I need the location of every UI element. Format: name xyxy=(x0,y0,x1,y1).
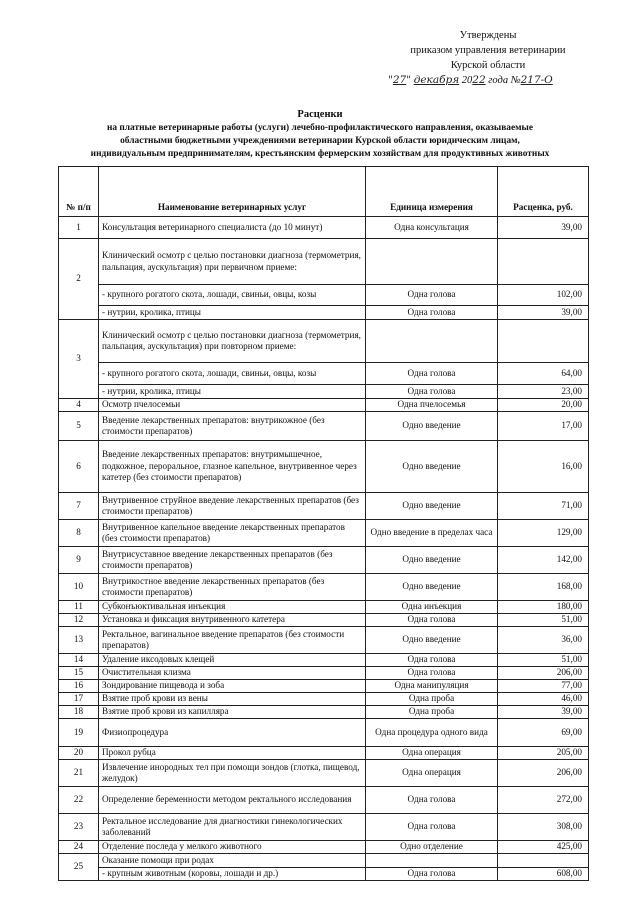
service-name: Отделение последа у мелкого животного xyxy=(99,841,366,854)
service-name: Удаление иксодовых клещей xyxy=(99,654,366,667)
unit-empty xyxy=(366,239,498,285)
unit: Одна голова xyxy=(366,868,498,881)
service-name: Осмотр пчелосемьи xyxy=(99,399,366,412)
row-number: 21 xyxy=(59,760,99,787)
unit: Одно введение xyxy=(366,574,498,601)
unit: Одна манипуляция xyxy=(366,680,498,693)
unit: Одно введение xyxy=(366,547,498,574)
table-row xyxy=(59,760,589,787)
row-number: 13 xyxy=(59,627,99,654)
table-row xyxy=(59,547,589,574)
subtitle-line-2: областными бюджетными учреждениями ветеринарии Курской области юридическим лицам, xyxy=(120,136,520,147)
table-row xyxy=(59,854,589,868)
service-name: Очистительная клизма xyxy=(99,667,366,680)
price-table xyxy=(58,166,589,881)
subtitle-line-3: индивидуальным предпринимателям, крестьянским фермерским хозяйствам для продуктивных животных xyxy=(90,149,550,160)
row-number: 9 xyxy=(59,547,99,574)
service-name: Взятие проб крови из капилляра xyxy=(99,706,366,719)
table-subrow xyxy=(59,363,589,385)
price: 23,00 xyxy=(498,385,589,399)
row-number: 25 xyxy=(59,854,99,881)
table-subrow xyxy=(59,285,589,306)
row-number: 10 xyxy=(59,574,99,601)
service-name: Внутрисуставное введение лекарственных препаратов (без стоимости препаратов) xyxy=(99,547,366,574)
service-subitem: - нутрии, кролика, птицы xyxy=(99,306,366,320)
table-row xyxy=(59,493,589,520)
service-name: Установка и фиксация внутривенного катетера xyxy=(99,614,366,627)
unit: Одна инъекция xyxy=(366,601,498,614)
price: 51,00 xyxy=(498,614,589,627)
subtitle-line-1: на платные ветеринарные работы (услуги) лечебно-профилактического направления, оказываемые xyxy=(106,123,534,133)
document-title: Расценки xyxy=(297,109,343,120)
table-row xyxy=(59,412,589,441)
price: 69,00 xyxy=(498,719,589,747)
service-subitem: - нутрии, кролика, птицы xyxy=(99,385,366,399)
price-empty xyxy=(498,239,589,285)
price: 46,00 xyxy=(498,693,589,706)
unit: Одна голова xyxy=(366,285,498,306)
price: 425,00 xyxy=(498,841,589,854)
service-name: Взятие проб крови из вены xyxy=(99,693,366,706)
service-name: Внутривенное струйное введение лекарственных препаратов (без стоимости препаратов) xyxy=(99,493,366,520)
unit: Одна голова xyxy=(366,363,498,385)
service-name: Ректальное исследование для диагностики гинекологических заболеваний xyxy=(99,814,366,841)
header-unit: Единица измерения xyxy=(366,167,498,217)
unit: Одно введение в пределах часа xyxy=(366,520,498,547)
service-name: Прокол рубца xyxy=(99,747,366,760)
price: 51,00 xyxy=(498,654,589,667)
row-number: 4 xyxy=(59,399,99,412)
table-row xyxy=(59,667,589,680)
unit: Одна операция xyxy=(366,760,498,787)
price-empty xyxy=(498,320,589,363)
service-name: Внутривенное капельное введение лекарственных препаратов (без стоимости препаратов) xyxy=(99,520,366,547)
table-row xyxy=(59,693,589,706)
row-number: 19 xyxy=(59,719,99,747)
table-row xyxy=(59,601,589,614)
table-row xyxy=(59,614,589,627)
table-header-row xyxy=(59,167,589,217)
header-number: № п/п xyxy=(59,167,99,217)
row-number: 7 xyxy=(59,493,99,520)
unit: Одна проба xyxy=(366,706,498,719)
price: 77,00 xyxy=(498,680,589,693)
unit: Одна голова xyxy=(366,614,498,627)
row-number: 12 xyxy=(59,614,99,627)
unit: Одна голова xyxy=(366,787,498,814)
row-number: 11 xyxy=(59,601,99,614)
table-row xyxy=(59,747,589,760)
service-name: Клинический осмотр с целью постановки диагноза (термометрия, пальпация, аускультация) при повторном приеме: xyxy=(99,320,366,363)
header-price: Расценка, руб. xyxy=(498,167,589,217)
price: 39,00 xyxy=(498,306,589,320)
unit-empty xyxy=(366,320,498,363)
unit: Одна голова xyxy=(366,667,498,680)
approval-line-1: Утверждены xyxy=(459,30,517,41)
unit: Одна голова xyxy=(366,385,498,399)
service-subitem: - крупным животным (коровы, лошади и др.) xyxy=(99,868,366,881)
unit: Одна голова xyxy=(366,306,498,320)
price: 20,00 xyxy=(498,399,589,412)
service-name: Зондирование пищевода и зоба xyxy=(99,680,366,693)
price: 608,00 xyxy=(498,868,589,881)
table-row xyxy=(59,320,589,363)
approval-line-2: приказом управления ветеринарии xyxy=(410,45,566,56)
table-subrow xyxy=(59,868,589,881)
table-row xyxy=(59,217,589,239)
date-day: 27 xyxy=(392,74,407,86)
date-year-word: года № xyxy=(488,75,521,86)
row-number: 2 xyxy=(59,239,99,320)
unit: Одно введение xyxy=(366,412,498,441)
price: 39,00 xyxy=(498,217,589,239)
row-number: 17 xyxy=(59,693,99,706)
service-name: Внутрикостное введение лекарственных препаратов (без стоимости препаратов) xyxy=(99,574,366,601)
table-subrow xyxy=(59,385,589,399)
price: 102,00 xyxy=(498,285,589,306)
price: 16,00 xyxy=(498,441,589,493)
price: 36,00 xyxy=(498,627,589,654)
table-row xyxy=(59,841,589,854)
date-year: 22 xyxy=(472,74,486,86)
table-row xyxy=(59,399,589,412)
row-number: 5 xyxy=(59,412,99,441)
unit: Одно отделение xyxy=(366,841,498,854)
table-row xyxy=(59,787,589,814)
table-row xyxy=(59,574,589,601)
price: 39,00 xyxy=(498,706,589,719)
row-number: 8 xyxy=(59,520,99,547)
unit-empty xyxy=(366,854,498,868)
date-close-quote: " xyxy=(406,74,412,86)
price: 180,00 xyxy=(498,601,589,614)
unit: Одна голова xyxy=(366,654,498,667)
date-year-prefix: 20 xyxy=(461,75,473,86)
price: 71,00 xyxy=(498,493,589,520)
date-open-quote: " xyxy=(388,74,393,86)
price: 64,00 xyxy=(498,363,589,385)
unit: Одно введение xyxy=(366,493,498,520)
price: 129,00 xyxy=(498,520,589,547)
price: 205,00 xyxy=(498,747,589,760)
service-name: Определение беременности методом ректального исследования xyxy=(99,787,366,814)
unit: Одно введение xyxy=(366,627,498,654)
table-row xyxy=(59,719,589,747)
price: 17,00 xyxy=(498,412,589,441)
table-subrow xyxy=(59,306,589,320)
date-month: декабря xyxy=(413,74,460,86)
row-number: 18 xyxy=(59,706,99,719)
table-row xyxy=(59,654,589,667)
price: 272,00 xyxy=(498,787,589,814)
header-service: Наименование ветеринарных услуг xyxy=(99,167,366,217)
service-name: Оказание помощи при родах xyxy=(99,854,366,868)
service-name: Физиопроцедура xyxy=(99,719,366,747)
price: 206,00 xyxy=(498,760,589,787)
table-row xyxy=(59,627,589,654)
service-name: Субконъюктивальная инъекция xyxy=(99,601,366,614)
table-row xyxy=(59,706,589,719)
service-name: Введение лекарственных препаратов: внутрикожное (без стоимости препаратов) xyxy=(99,412,366,441)
row-number: 20 xyxy=(59,747,99,760)
unit: Одна проба xyxy=(366,693,498,706)
unit: Одно введение xyxy=(366,441,498,493)
table-row xyxy=(59,239,589,285)
approval-block xyxy=(388,28,588,88)
price-empty xyxy=(498,854,589,868)
service-name: Консультация ветеринарного специалиста (до 10 минут) xyxy=(99,217,366,239)
row-number: 1 xyxy=(59,217,99,239)
unit: Одна голова xyxy=(366,814,498,841)
price: 142,00 xyxy=(498,547,589,574)
row-number: 24 xyxy=(59,841,99,854)
table-row xyxy=(59,680,589,693)
unit: Одна процедура одного вида xyxy=(366,719,498,747)
service-subitem: - крупного рогатого скота, лошади, свиньи, овцы, козы xyxy=(99,285,366,306)
service-name: Клинический осмотр с целью постановки диагноза (термометрия, пальпация, аускультация) при первичном приеме: xyxy=(99,239,366,285)
service-name: Введение лекарственных препаратов: внутримышечное, подкожное, пероральное, глазное капельное, внутривенное через катетер (без стоимости препаратов) xyxy=(99,441,366,493)
table-row xyxy=(59,814,589,841)
service-subitem: - крупного рогатого скота, лошади, свиньи, овцы, козы xyxy=(99,363,366,385)
row-number: 22 xyxy=(59,787,99,814)
service-name: Ректальное, вагинальное введение препаратов (без стоимости препаратов) xyxy=(99,627,366,654)
table-row xyxy=(59,441,589,493)
approval-line-3: Курской области xyxy=(450,60,526,71)
unit: Одна пчелосемья xyxy=(366,399,498,412)
service-name: Извлечение инородных тел при помощи зондов (глотка, пищевод, желудок) xyxy=(99,760,366,787)
row-number: 3 xyxy=(59,320,99,399)
table-row xyxy=(59,520,589,547)
unit: Одна консультация xyxy=(366,217,498,239)
document-subtitle xyxy=(40,122,600,162)
row-number: 23 xyxy=(59,814,99,841)
approval-date-line xyxy=(388,73,588,88)
price: 206,00 xyxy=(498,667,589,680)
row-number: 6 xyxy=(59,441,99,493)
price: 168,00 xyxy=(498,574,589,601)
row-number: 14 xyxy=(59,654,99,667)
order-number: 217-О xyxy=(520,74,553,86)
price: 308,00 xyxy=(498,814,589,841)
row-number: 16 xyxy=(59,680,99,693)
row-number: 15 xyxy=(59,667,99,680)
unit: Одна операция xyxy=(366,747,498,760)
